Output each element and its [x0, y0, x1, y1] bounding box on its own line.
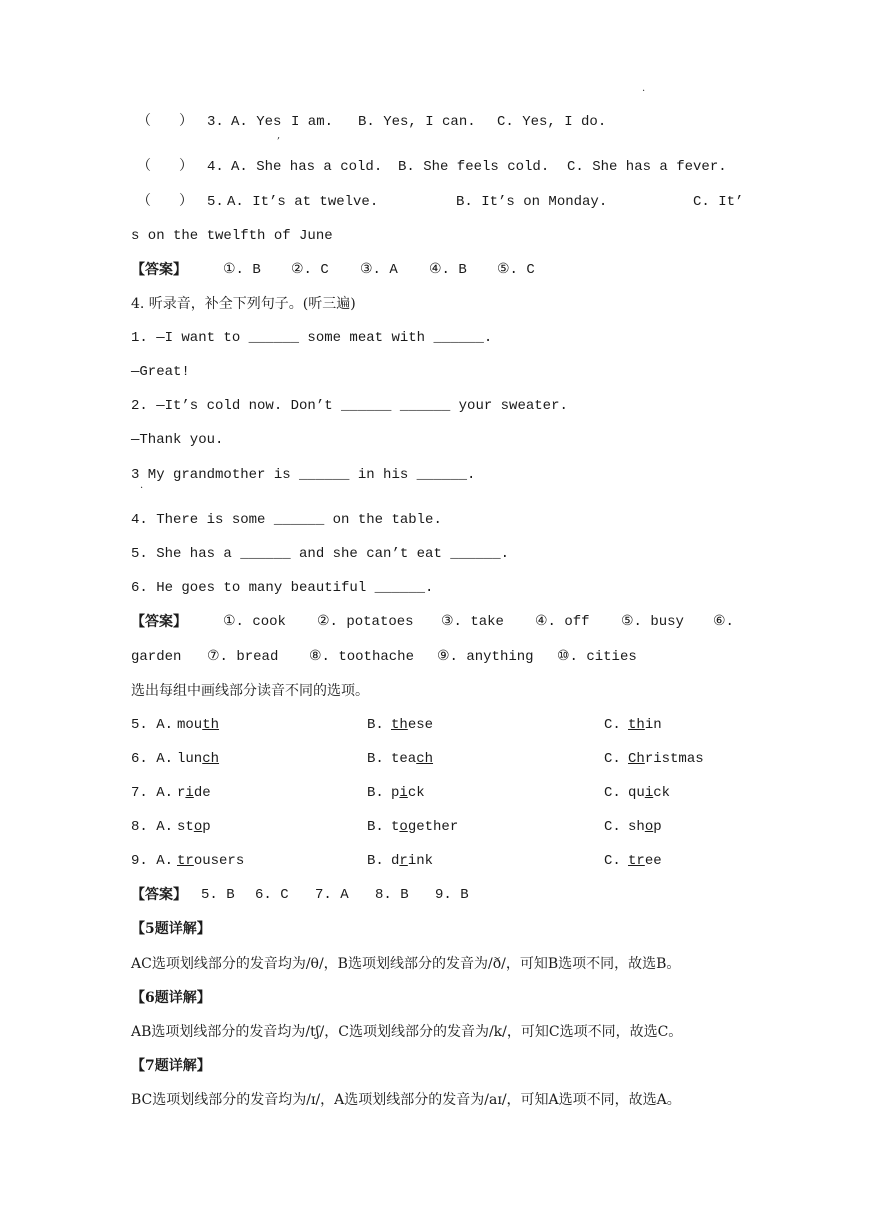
option-b: B. It’s on Monday. — [456, 194, 608, 210]
option-c-word — [628, 818, 662, 836]
option-c-label: C. — [604, 853, 621, 869]
answer-item: ①. cook — [223, 614, 286, 630]
word-segment: d — [391, 853, 400, 869]
answer-label: 【答案】 — [131, 887, 187, 903]
underlined-segment: i — [644, 785, 654, 801]
word-segment: p — [391, 785, 400, 801]
underlined-segment: th — [628, 717, 645, 733]
option-a: A. She has a cold. — [231, 159, 383, 175]
question-number: 5. — [207, 194, 224, 210]
option-c-label: C. — [604, 819, 621, 835]
answer-item: ①. B — [223, 262, 261, 278]
option-c-label: C. — [604, 751, 621, 767]
option-number: 8. A. — [131, 819, 174, 835]
option-b-word — [391, 818, 458, 836]
option-c: C. She has a fever. — [567, 159, 727, 175]
option-c-label: C. — [604, 785, 621, 801]
option-number: 5. A. — [131, 717, 174, 733]
underlined-segment: i — [399, 785, 408, 801]
option-a: A. Yes — [231, 114, 282, 130]
word-segment: de — [193, 785, 211, 801]
option-number: 6. A. — [131, 751, 174, 767]
underlined-segment: tr — [177, 853, 194, 869]
option-b-label: B. — [367, 785, 384, 801]
answer-label: 【答案】 — [131, 262, 187, 278]
explain-5-body: AC选项划线部分的发音均为/θ/，B选项划线部分的发音为/ð/，可知B选项不同，故选B。 — [131, 956, 681, 972]
word-segment: ese — [407, 717, 434, 733]
word-segment: ck — [653, 785, 671, 801]
word-segment: p — [653, 819, 662, 835]
option-c-word — [628, 716, 662, 734]
answer-item: 7. A — [315, 887, 349, 903]
underlined-segment: o — [644, 819, 654, 835]
option-a-word — [177, 818, 211, 836]
word-segment: gether — [407, 819, 459, 835]
fill-line-6: 6. He goes to many beautiful ______. — [131, 580, 434, 596]
option-b-label: B. — [367, 751, 384, 767]
comma-mark: , — [277, 130, 281, 141]
option-c-label: C. — [604, 717, 621, 733]
explain-5-head: 【5题详解】 — [131, 921, 211, 937]
answer-item: 5. B — [201, 887, 235, 903]
fill-line-4: 4. There is some ______ on the table. — [131, 512, 442, 528]
answer-item: ③. take — [441, 614, 504, 630]
option-a-word — [177, 784, 211, 802]
word-segment: ousers — [193, 853, 245, 869]
answer-item: ⑤. C — [497, 262, 535, 278]
word-segment: ee — [644, 853, 662, 869]
option-b-label: B. — [367, 717, 384, 733]
fill-line-1-reply: —Great! — [131, 364, 190, 380]
word-segment: lun — [177, 751, 203, 767]
explain-7-head: 【7题详解】 — [131, 1058, 211, 1074]
underlined-segment: th — [202, 717, 220, 733]
underlined-segment: o — [399, 819, 408, 835]
word-segment: ck — [407, 785, 425, 801]
underlined-segment: o — [193, 819, 203, 835]
option-b-word — [391, 852, 433, 870]
underlined-segment: ch — [416, 751, 434, 767]
answer-paren: （ ） — [137, 194, 193, 210]
fill-line-2-reply: —Thank you. — [131, 432, 224, 448]
page-mark: . — [642, 83, 646, 94]
option-b: B. Yes, I can. — [358, 114, 476, 130]
option-b-word — [391, 750, 433, 768]
option-c-word — [628, 852, 662, 870]
word-segment: st — [177, 819, 194, 835]
option-b-word — [391, 716, 433, 734]
question-number: 3. — [207, 114, 224, 130]
fill-line-3: 3 My grandmother is ______ in his ______. — [131, 467, 476, 483]
word-segment: mou — [177, 717, 203, 733]
fill-line-1: 1. —I want to ______ some meat with ______. — [131, 330, 493, 346]
option-c-word — [628, 784, 670, 802]
option-b-word — [391, 784, 425, 802]
option-a: A. It’s at twelve. — [227, 194, 379, 210]
word-segment: ink — [407, 853, 434, 869]
underlined-segment: r — [399, 853, 408, 869]
answer-paren: （ ） — [137, 114, 193, 130]
underlined-segment: i — [185, 785, 194, 801]
word-segment: r — [177, 785, 186, 801]
section-4-title: 4. 听录音，补全下列句子。(听三遍) — [131, 296, 356, 312]
answer-item: ⑥. — [713, 614, 734, 630]
answer-item: 8. B — [375, 887, 409, 903]
underlined-segment: Ch — [628, 751, 645, 767]
option-c: C. Yes, I do. — [497, 114, 607, 130]
option-c: C. It’ — [693, 194, 744, 210]
option-a-cont: I am. — [291, 114, 334, 130]
option-b-label: B. — [367, 853, 384, 869]
phonics-title: 选出每组中画线部分读音不同的选项。 — [131, 683, 369, 699]
fill-line-2: 2. —It’s cold now. Don’t ______ ______ your sweater. — [131, 398, 568, 414]
answer-item: ⑨. anything — [437, 649, 534, 665]
answer-item: ③. A — [360, 262, 398, 278]
underlined-segment: tr — [628, 853, 645, 869]
word-segment: p — [202, 819, 211, 835]
explain-6-body: AB选项划线部分的发音均为/tʃ/，C选项划线部分的发音为/k/，可知C选项不同，故选C。 — [131, 1024, 683, 1040]
word-segment: tea — [391, 751, 417, 767]
option-b: B. She feels cold. — [398, 159, 550, 175]
option-number: 7. A. — [131, 785, 174, 801]
option-a-word — [177, 852, 244, 870]
answer-item: ②. C — [291, 262, 329, 278]
dot-mark: · — [140, 483, 144, 494]
option-a-word — [177, 750, 219, 768]
answer-item: ⑩. cities — [557, 649, 637, 665]
word-segment: t — [391, 819, 400, 835]
answer-label: 【答案】 — [131, 614, 187, 630]
answer-item: ⑦. bread — [207, 649, 279, 665]
answer-item: garden — [131, 649, 182, 665]
answer-item: ⑤. busy — [621, 614, 684, 630]
answer-item: 6. C — [255, 887, 289, 903]
answer-item: ②. potatoes — [317, 614, 414, 630]
word-segment: in — [644, 717, 662, 733]
answer-paren: （ ） — [137, 159, 193, 175]
word-segment: qu — [628, 785, 645, 801]
underlined-segment: th — [391, 717, 408, 733]
answer-item: 9. B — [435, 887, 469, 903]
question-number: 4. — [207, 159, 224, 175]
explain-6-head: 【6题详解】 — [131, 990, 211, 1006]
word-segment: ristmas — [644, 751, 704, 767]
word-segment: sh — [628, 819, 645, 835]
option-a-word — [177, 716, 219, 734]
question-5-continued: s on the twelfth of June — [131, 228, 333, 244]
option-b-label: B. — [367, 819, 384, 835]
explain-7-body: BC选项划线部分的发音均为/ɪ/，A选项划线部分的发音为/aɪ/，可知A选项不同，故选A。 — [131, 1092, 681, 1108]
fill-line-5: 5. She has a ______ and she can’t eat ______. — [131, 546, 510, 562]
answer-item: ⑧. toothache — [309, 649, 414, 665]
option-c-word — [628, 750, 704, 768]
answer-item: ④. off — [535, 614, 590, 630]
option-number: 9. A. — [131, 853, 174, 869]
answer-item: ④. B — [429, 262, 467, 278]
underlined-segment: ch — [202, 751, 220, 767]
